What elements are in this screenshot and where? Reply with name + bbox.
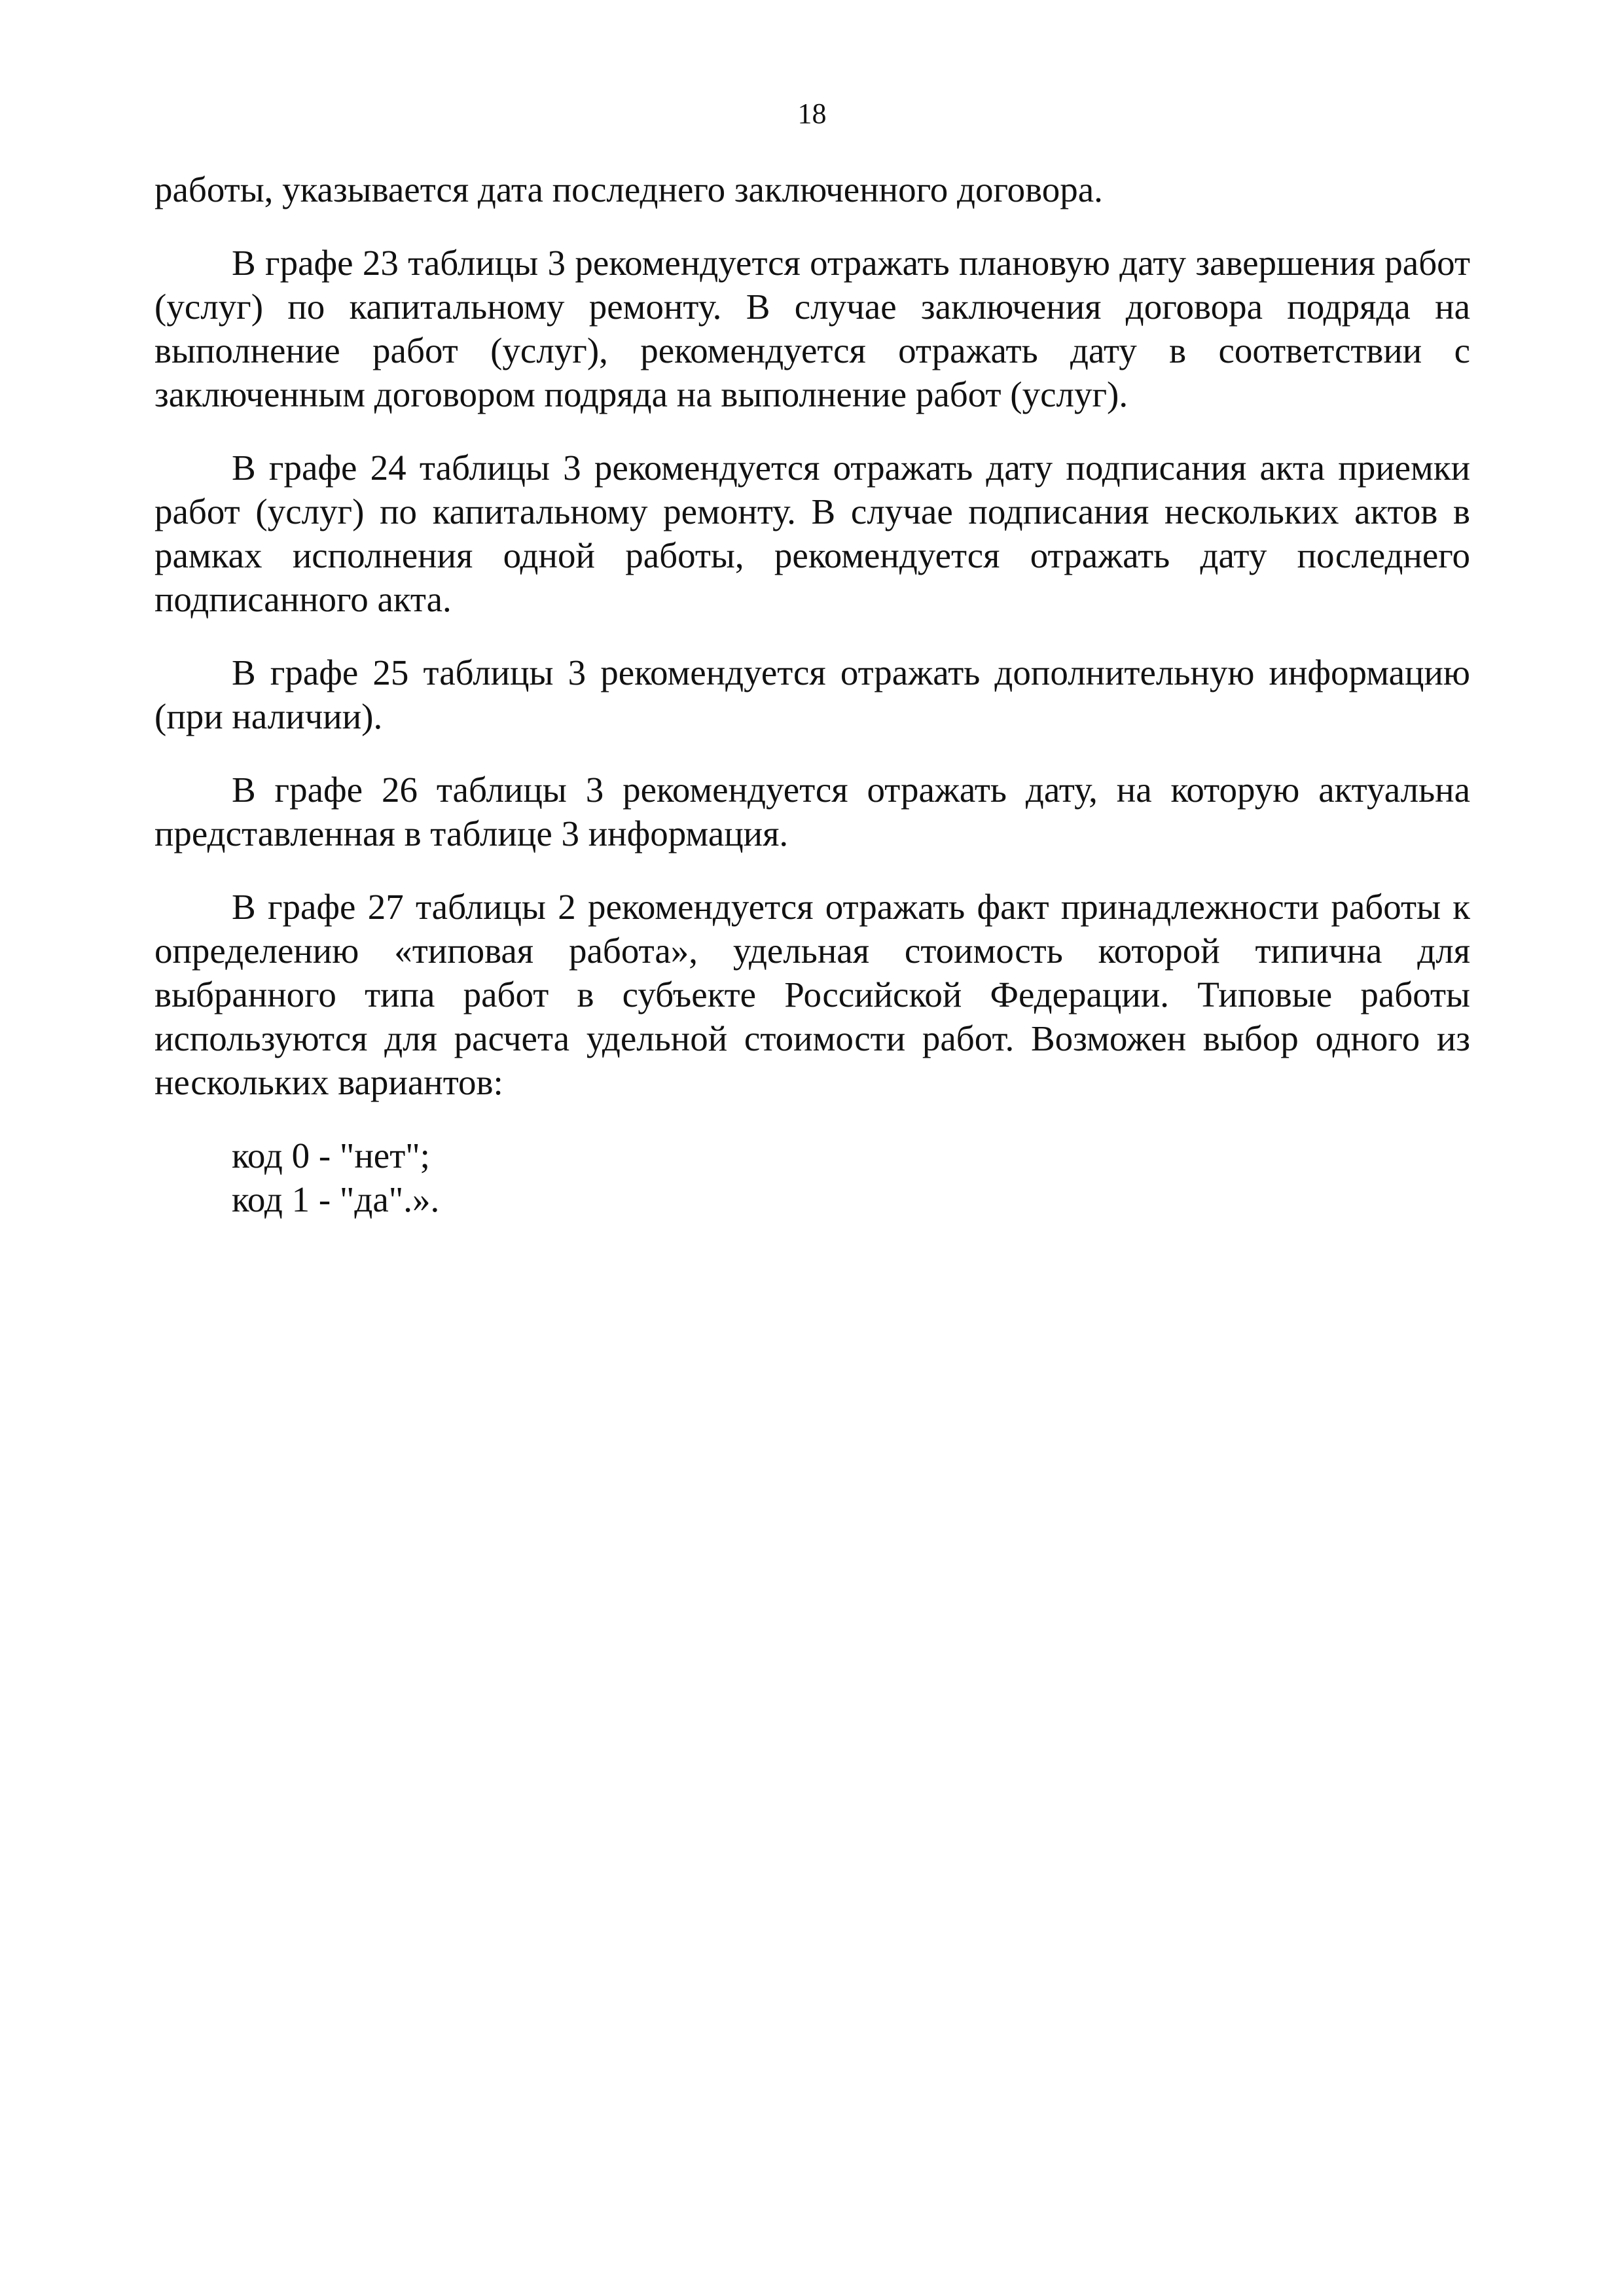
code-item-1: код 1 - "да".». (232, 1179, 440, 1219)
paragraph-continuation: работы, указывается дата последнего заключенного договора. (154, 170, 1103, 209)
code-list (154, 1134, 1470, 1221)
paragraph-column-25: В графе 25 таблицы 3 рекомендуется отражать дополнительную информацию (при наличии). (154, 653, 1470, 736)
paragraph-column-26: В графе 26 таблицы 3 рекомендуется отражать дату, на которую актуальна представленная в таблице 3 информация. (154, 770, 1470, 853)
paragraph-column-27: В графе 27 таблицы 2 рекомендуется отражать факт принадлежности работы к определению «типовая работа», удельная стоимость которой типична для выбранного типа работ в субъекте Российской Федерации. Типовые работы используются для расчета удельной стоимости работ. Возможен выбор одного из нескольких вариантов: (154, 887, 1470, 1102)
paragraph-column-23: В графе 23 таблицы 3 рекомендуется отражать плановую дату завершения работ (услуг) по капитальному ремонту. В случае заключения договора подряда на выполнение работ (услуг), рекомендуется отражать дату в соответствии с заключенным договором подряда на выполнение работ (услуг). (154, 243, 1470, 414)
paragraph-column-24: В графе 24 таблицы 3 рекомендуется отражать дату подписания акта приемки работ (услуг) по капитальному ремонту. В случае подписания нескольких актов в рамках исполнения одной работы, рекомендуется отражать дату последнего подписанного акта. (154, 448, 1470, 619)
page-number: 18 (797, 98, 827, 130)
document-body (154, 168, 1470, 1221)
code-item-0: код 0 - "нет"; (232, 1136, 430, 1175)
